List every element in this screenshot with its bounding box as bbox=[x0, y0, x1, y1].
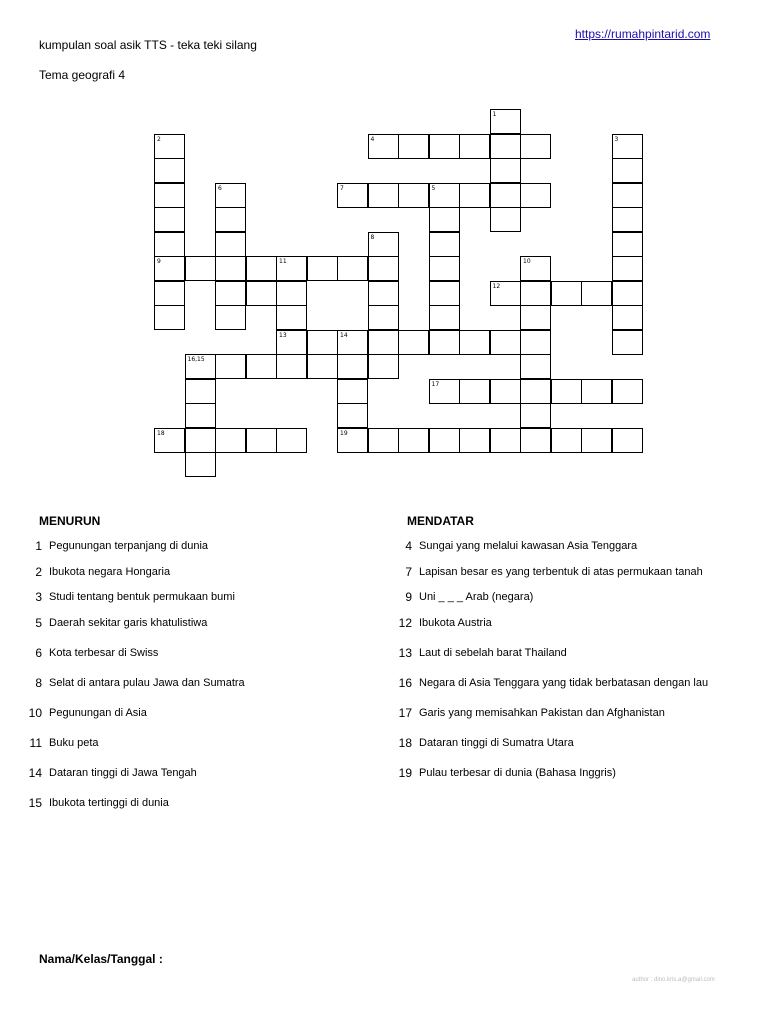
grid-cell[interactable] bbox=[429, 330, 460, 355]
grid-cell[interactable] bbox=[368, 354, 399, 379]
cell-number: 3 bbox=[614, 135, 619, 143]
cell-number: 19 bbox=[340, 429, 348, 437]
grid-cell[interactable] bbox=[276, 354, 307, 379]
grid-cell[interactable] bbox=[368, 232, 399, 257]
grid-cell[interactable] bbox=[612, 207, 643, 232]
grid-cell[interactable] bbox=[215, 207, 246, 232]
grid-cell[interactable] bbox=[337, 354, 368, 379]
grid-cell[interactable] bbox=[154, 428, 185, 453]
grid-cell[interactable] bbox=[337, 403, 368, 428]
grid-cell[interactable] bbox=[581, 379, 612, 404]
grid-cell[interactable] bbox=[429, 207, 460, 232]
grid-cell[interactable] bbox=[459, 134, 490, 159]
grid-cell[interactable] bbox=[368, 305, 399, 330]
grid-cell[interactable] bbox=[246, 256, 277, 281]
grid-cell[interactable] bbox=[490, 428, 521, 453]
cell-number: 14 bbox=[340, 331, 348, 339]
grid-cell[interactable] bbox=[520, 403, 551, 428]
grid-cell[interactable] bbox=[429, 379, 460, 404]
grid-cell[interactable] bbox=[612, 134, 643, 159]
grid-cell[interactable] bbox=[215, 428, 246, 453]
grid-cell[interactable] bbox=[520, 354, 551, 379]
grid-cell[interactable] bbox=[246, 281, 277, 306]
grid-cell[interactable] bbox=[612, 330, 643, 355]
grid-cell[interactable] bbox=[276, 281, 307, 306]
cell-number: 8 bbox=[370, 233, 375, 241]
cell-number: 18 bbox=[157, 429, 165, 437]
grid-cell[interactable] bbox=[276, 428, 307, 453]
grid-cell[interactable] bbox=[429, 281, 460, 306]
grid-cell[interactable] bbox=[429, 256, 460, 281]
grid-cell[interactable] bbox=[429, 428, 460, 453]
grid-cell[interactable] bbox=[337, 183, 368, 208]
grid-cell[interactable] bbox=[459, 379, 490, 404]
cell-number: 10 bbox=[523, 258, 531, 265]
grid-cell[interactable] bbox=[429, 183, 460, 208]
grid-cell[interactable] bbox=[612, 281, 643, 306]
grid-cell[interactable] bbox=[368, 256, 399, 281]
cell-number: 5 bbox=[431, 184, 436, 192]
grid-cell[interactable] bbox=[520, 330, 551, 355]
grid-cell[interactable] bbox=[490, 158, 521, 183]
grid-cell[interactable] bbox=[520, 183, 551, 208]
grid-cell[interactable] bbox=[459, 183, 490, 208]
grid-cell[interactable] bbox=[337, 256, 368, 281]
grid-cell[interactable] bbox=[612, 158, 643, 183]
grid-cell[interactable] bbox=[185, 256, 216, 281]
across-heading: MENDATAR bbox=[407, 514, 474, 528]
cell-number: 7 bbox=[340, 184, 344, 192]
grid-cell[interactable] bbox=[520, 134, 551, 159]
grid-cell[interactable] bbox=[520, 256, 551, 281]
grid-cell[interactable] bbox=[154, 232, 185, 257]
cell-number: 13 bbox=[279, 331, 287, 339]
theme-label: Tema geografi 4 bbox=[39, 68, 126, 82]
grid-cell[interactable] bbox=[215, 183, 246, 208]
grid-cell[interactable] bbox=[612, 183, 643, 208]
grid-cell[interactable] bbox=[581, 428, 612, 453]
crossword-grid bbox=[0, 0, 768, 480]
grid-cell[interactable] bbox=[459, 330, 490, 355]
grid-cell[interactable] bbox=[490, 281, 521, 306]
grid-cell[interactable] bbox=[520, 281, 551, 306]
grid-cell[interactable] bbox=[337, 379, 368, 404]
cell-number: 11 bbox=[279, 258, 287, 265]
name-class-date-label: Nama/Kelas/Tanggal : bbox=[39, 952, 163, 966]
cell-number: 9 bbox=[157, 258, 161, 265]
grid-cell[interactable] bbox=[429, 232, 460, 257]
grid-cell[interactable] bbox=[246, 354, 277, 379]
grid-cell[interactable] bbox=[276, 256, 307, 281]
cell-number: 2 bbox=[157, 135, 161, 143]
grid-cell[interactable] bbox=[490, 379, 521, 404]
grid-cell[interactable] bbox=[215, 354, 246, 379]
grid-cell[interactable] bbox=[154, 134, 185, 159]
grid-cell[interactable] bbox=[215, 281, 246, 306]
grid-cell[interactable] bbox=[307, 256, 338, 281]
page-title: kumpulan soal asik TTS - teka teki silang bbox=[39, 38, 257, 52]
grid-cell[interactable] bbox=[337, 428, 368, 453]
cell-number: 1 bbox=[492, 111, 497, 118]
grid-cell[interactable] bbox=[398, 183, 429, 208]
grid-cell[interactable] bbox=[154, 256, 185, 281]
grid-cell[interactable] bbox=[246, 428, 277, 453]
grid-cell[interactable] bbox=[551, 379, 582, 404]
grid-cell[interactable] bbox=[612, 256, 643, 281]
grid-cell[interactable] bbox=[490, 134, 521, 159]
grid-cell[interactable] bbox=[368, 183, 399, 208]
grid-cell[interactable] bbox=[185, 379, 216, 404]
grid-cell[interactable] bbox=[154, 158, 185, 183]
grid-cell[interactable] bbox=[612, 428, 643, 453]
down-heading: MENURUN bbox=[39, 514, 101, 528]
grid-cell[interactable] bbox=[368, 281, 399, 306]
cell-number: 17 bbox=[431, 380, 440, 388]
grid-cell[interactable] bbox=[520, 379, 551, 404]
cell-number: 12 bbox=[492, 282, 501, 290]
grid-cell[interactable] bbox=[215, 256, 246, 281]
grid-cell[interactable] bbox=[307, 330, 338, 355]
grid-cell[interactable] bbox=[612, 305, 643, 330]
grid-cell[interactable] bbox=[551, 428, 582, 453]
grid-cell[interactable] bbox=[185, 403, 216, 428]
grid-cell[interactable] bbox=[215, 305, 246, 330]
grid-cell[interactable] bbox=[398, 428, 429, 453]
grid-cell[interactable] bbox=[612, 379, 643, 404]
grid-cell[interactable] bbox=[154, 183, 185, 208]
cell-number: 4 bbox=[370, 135, 375, 143]
cell-number: 16,15 bbox=[187, 356, 205, 363]
grid-cell[interactable] bbox=[154, 281, 185, 306]
grid-cell[interactable] bbox=[185, 428, 216, 453]
grid-cell[interactable] bbox=[185, 354, 216, 379]
grid-cell[interactable] bbox=[398, 330, 429, 355]
grid-cell[interactable] bbox=[520, 428, 551, 453]
grid-cell[interactable] bbox=[185, 452, 216, 477]
grid-cell[interactable] bbox=[154, 207, 185, 232]
grid-cell[interactable] bbox=[490, 109, 521, 134]
grid-cell[interactable] bbox=[612, 232, 643, 257]
grid-cell[interactable] bbox=[215, 232, 246, 257]
grid-cell[interactable] bbox=[429, 134, 460, 159]
grid-cell[interactable] bbox=[276, 305, 307, 330]
grid-cell[interactable] bbox=[276, 330, 307, 355]
grid-cell[interactable] bbox=[429, 305, 460, 330]
grid-cell[interactable] bbox=[490, 183, 521, 208]
grid-cell[interactable] bbox=[490, 207, 521, 232]
grid-cell[interactable] bbox=[490, 330, 521, 355]
grid-cell[interactable] bbox=[337, 330, 368, 355]
site-link[interactable]: https://rumahpintarid.com bbox=[575, 27, 711, 41]
grid-cell[interactable] bbox=[581, 281, 612, 306]
grid-cell[interactable] bbox=[459, 428, 490, 453]
grid-cell[interactable] bbox=[368, 330, 399, 355]
grid-cell[interactable] bbox=[368, 134, 399, 159]
cell-number: 6 bbox=[218, 184, 222, 192]
grid-cell[interactable] bbox=[154, 305, 185, 330]
grid-cell[interactable] bbox=[398, 134, 429, 159]
grid-cell[interactable] bbox=[368, 428, 399, 453]
grid-cell[interactable] bbox=[307, 354, 338, 379]
grid-cell[interactable] bbox=[551, 281, 582, 306]
author-credit: author : dino.kris.a@gmail.com bbox=[632, 977, 715, 983]
grid-cell[interactable] bbox=[520, 305, 551, 330]
